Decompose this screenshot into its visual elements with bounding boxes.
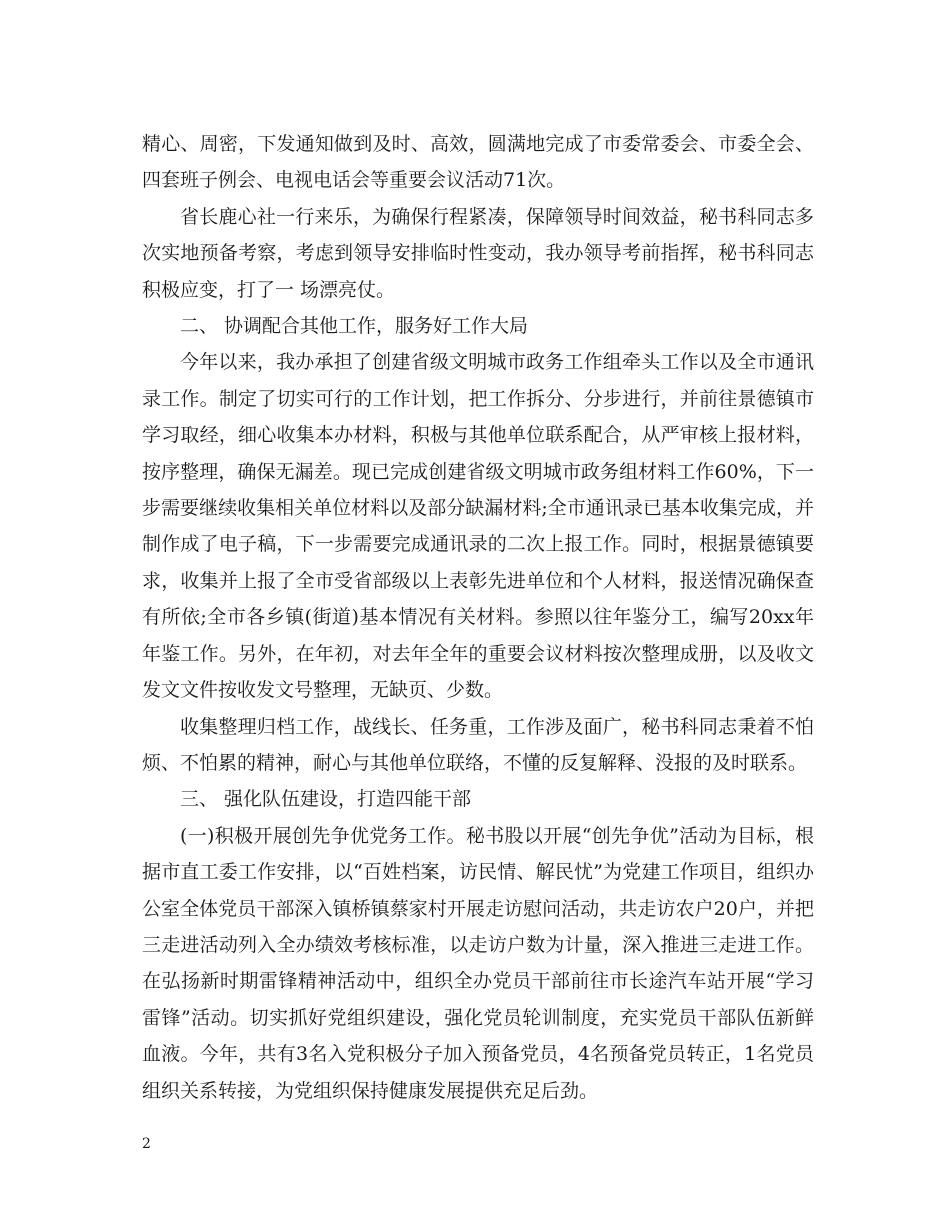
paragraph-continuation: 精心、周密，下发通知做到及时、高效，圆满地完成了市委常委会、市委全会、四套班子例会、电视电话会等重要会议活动71次。 xyxy=(142,133,814,192)
paragraph-governor-visit: 省长鹿心社一行来乐，为确保行程紧凑，保障领导时间效益，秘书科同志多次实地预备考察，考虑到领导安排临时性变动，我办领导考前指挥，秘书科同志积极应变，打了一 场漂亮仗。 xyxy=(142,205,814,301)
section-heading-3: 三、 强化队伍建设，打造四能干部 xyxy=(180,788,472,811)
page-number: 2 xyxy=(142,1136,151,1152)
paragraph-coordination-work: 今年以来，我办承担了创建省级文明城市政务工作组牵头工作以及全市通讯录工作。制定了切实可行的工作计划，把工作拆分、分步进行，并前往景德镇市学习取经，细心收集本办材料，积极与其他单位联系配合，从严审核上报材料，按序整理，确保无漏差。现已完成创建省级文明城市政务组材料工作60%，下一步需要继续收集相关单位材料以及部分缺漏材料;全市通讯录已基本收集完成，并制作成了电子稿，下一步需要完成通讯录的二次上报工作。同时，根据景德镇要求，收集并上报了全市受省部级以上表彰先进单位和个人材料，报送情况确保查有所依;全市各乡镇(街道)基本情况有关材料。参照以往年鉴分工，编写20xx年年鉴工作。另外，在年初，对去年全年的重要会议材料按次整理成册，以及收文发文文件按收发文号整理，无缺页、少数。 xyxy=(142,351,814,702)
document-body xyxy=(142,126,814,1109)
paragraph-party-work: (一)积极开展创先争优党务工作。秘书股以开展“创先争优”活动为目标，根据市直工委工作安排，以“百姓档案，访民情、解民忧”为党建工作项目，组织办公室全体党员干部深入镇桥镇蔡家村开展走访慰问活动，共走访农户20户，并把三走进活动列入全办绩效考核标准，以走访户数为计量，深入推进三走进工作。在弘扬新时期雷锋精神活动中，组织全办党员干部前往市长途汽车站开展“学习雷锋”活动。切实抓好党组织建设，强化党员轮训制度，充实党员干部队伍新鲜血液。今年，共有3名入党积极分子加入预备党员，4名预备党员转正，1名党员组织关系转接，为党组织保持健康发展提供充足后劲。 xyxy=(142,824,814,1102)
section-heading-2: 二、 协调配合其他工作，服务好工作大局 xyxy=(180,315,529,338)
paragraph-archiving-work: 收集整理归档工作，战线长、任务重，工作涉及面广，秘书科同志秉着不怕烦、不怕累的精神，耐心与其他单位联络，不懂的反复解释、没报的及时联系。 xyxy=(142,715,814,774)
